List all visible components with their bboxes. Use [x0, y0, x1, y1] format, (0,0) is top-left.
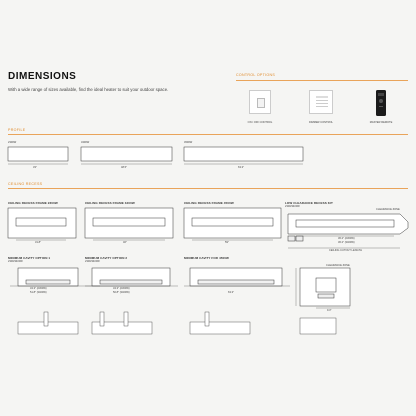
- cavity-dim-b-3: 63.3": [228, 291, 234, 294]
- low-clearance-subtitle: 2300/3400W: [285, 205, 300, 208]
- profile-width-2300: 33": [33, 166, 37, 169]
- side-clearance-dim: 9.3": [327, 309, 332, 312]
- profile-width-3400: 48.5": [121, 166, 127, 169]
- side-clearance-label: CLEARANCE ZONE: [326, 264, 350, 267]
- cavity-heater-3: [198, 280, 274, 284]
- profile-watt-4500: 4500W: [184, 141, 193, 144]
- cavity-subtitle-2: 2300/3400W: [85, 260, 100, 263]
- cavity-mount-1: [44, 312, 48, 326]
- cavity-dim-b-2: 50.8" (3400W): [113, 291, 130, 294]
- cavity-dim-b-1: 51.8" (3400W): [30, 291, 47, 294]
- cavity-title-2: MINIMUM CAVITY OPTION 2: [85, 256, 128, 260]
- cavity-mount-2a: [100, 312, 104, 326]
- frame-title-4500: CEILING RECESS FRAME 4500W: [184, 201, 234, 205]
- page-title: DIMENSIONS: [8, 71, 77, 82]
- low-clearance-title: LOW CLEARANCE RECESS KIT: [285, 201, 333, 205]
- side-profile-box: [300, 318, 336, 334]
- cavity-subtitle-1: 2300/3400W: [8, 260, 23, 263]
- cavity-dim-a-1: 34.3" (2300W): [30, 287, 47, 290]
- profile-width-4500: 63.3": [238, 166, 244, 169]
- frame-title-3400: CEILING RECESS FRAME 3400W: [85, 201, 135, 205]
- cavity-title-3: MINIMUM CAVITY FOR 4500W: [184, 256, 229, 260]
- profile-watt-2300: 2300W: [8, 141, 17, 144]
- control-options-heading: CONTROL OPTIONS: [236, 73, 276, 77]
- profile-heading: PROFILE: [8, 128, 26, 132]
- profile-watt-3400: 3400W: [81, 141, 90, 144]
- side-clearance-heater: [316, 278, 336, 292]
- frame-dim-3400: 46": [123, 241, 127, 244]
- intro-text: With a wide range of sizes available, find the ideal heater to suit your outdoor space.: [8, 87, 169, 92]
- frame-title-2300: CEILING RECESS FRAME 2300W: [8, 201, 58, 205]
- ceiling-recess-heading: CEILING RECESS: [8, 182, 43, 186]
- low-clearance-zone: CLEARANCE ZONE: [376, 208, 400, 211]
- control-label-dimmer: DIMMER CONTROL: [309, 121, 333, 124]
- cavity-side-3: [190, 322, 250, 334]
- cavity-mount-3: [205, 312, 209, 326]
- low-clearance-dim-b: 36.2" (3400W): [338, 241, 355, 244]
- frame-dim-2300: 31.8": [35, 241, 41, 244]
- cavity-heater-1: [26, 280, 70, 284]
- side-clearance-bracket: [318, 294, 334, 298]
- cavity-mount-2b: [124, 312, 128, 326]
- low-clearance-dim-a: 36.2" (2300W): [338, 237, 355, 240]
- cavity-dim-a-2: 34.3" (2300W): [113, 287, 130, 290]
- control-label-remote: MASTER REMOTE: [369, 121, 393, 124]
- low-clearance-cutout: CEILING CUTOUT LENGTH: [329, 249, 363, 252]
- frame-dim-4500: 59": [225, 241, 229, 244]
- control-label-on-off: ON / OFF CONTROL: [247, 121, 273, 124]
- cavity-heater-2: [100, 280, 162, 284]
- cavity-title-1: MINIMUM CAVITY OPTION 1: [8, 256, 51, 260]
